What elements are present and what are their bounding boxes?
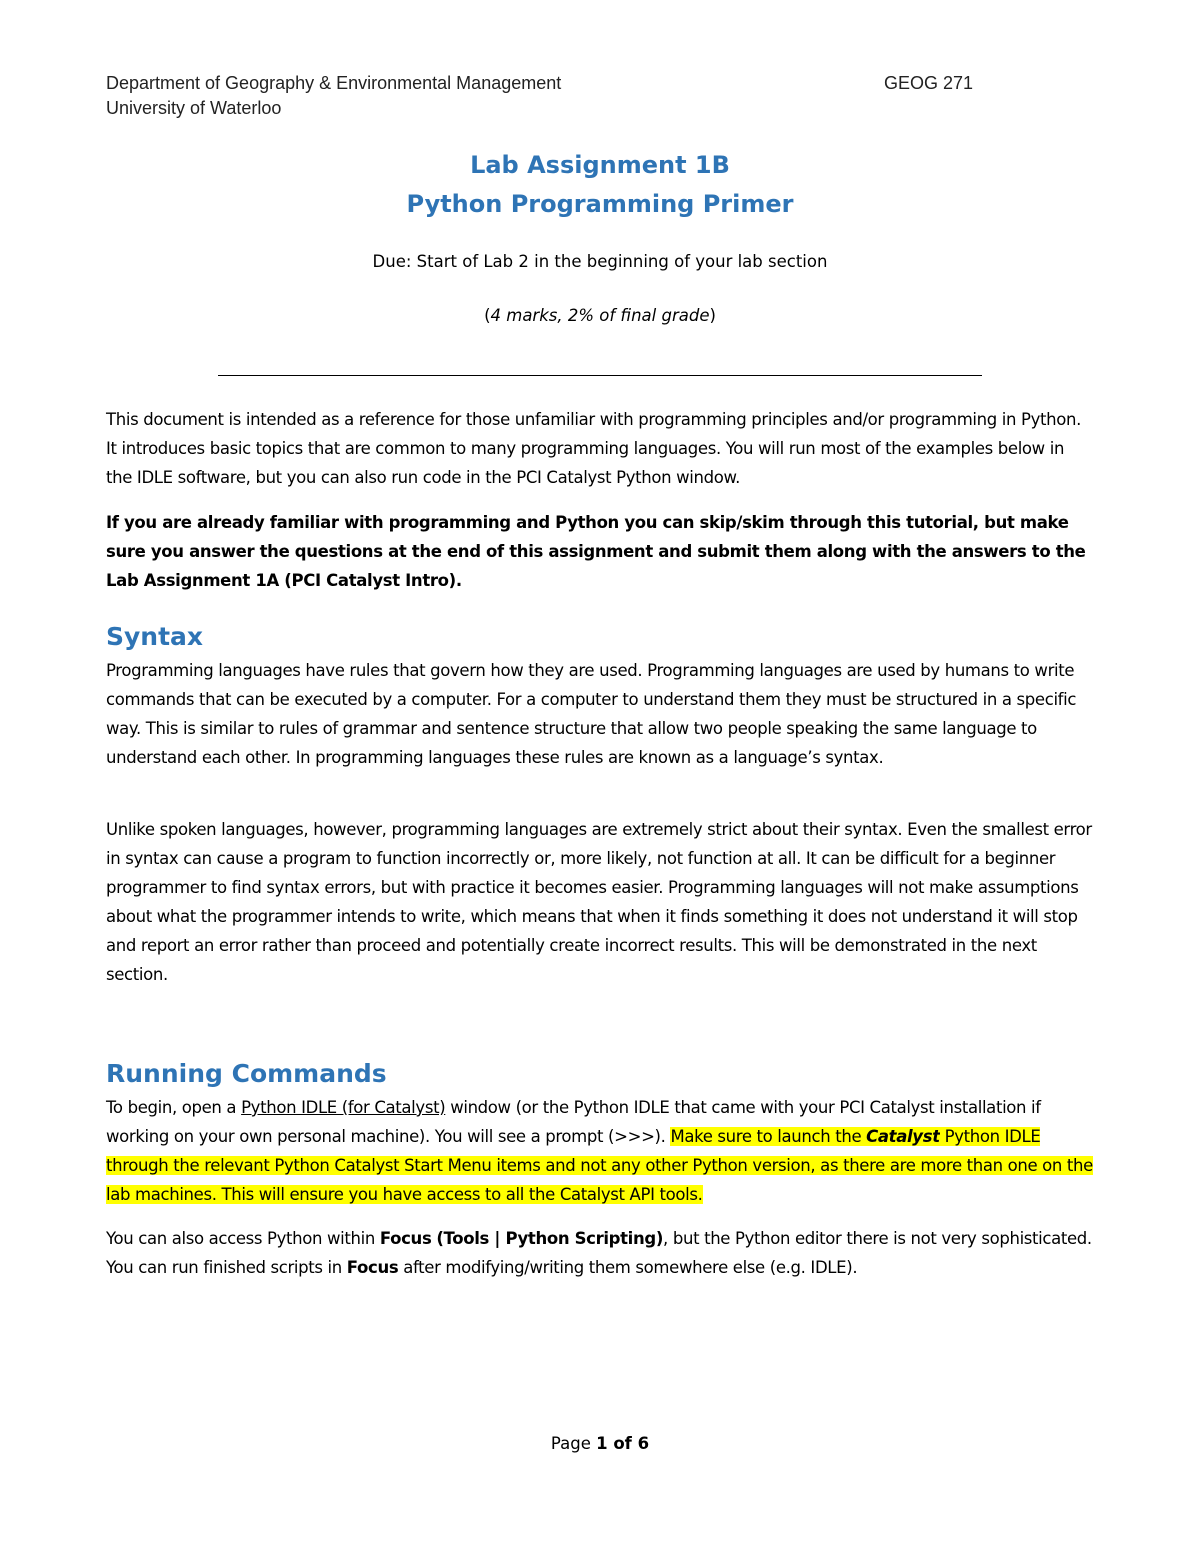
due-text: Start of Lab 2 in the beginning of your lab section (411, 252, 828, 271)
horizontal-divider (218, 375, 982, 376)
running-commands-heading: Running Commands (106, 1059, 387, 1088)
marks-close-paren: ) (709, 306, 716, 325)
footer-of-word: of (607, 1434, 638, 1453)
due-label: Due: (372, 252, 412, 271)
header-department: Department of Geography & Environmental Management (106, 73, 562, 93)
focus-term-1: Focus (379, 1229, 432, 1248)
focus-term-2: Focus (346, 1258, 399, 1277)
highlight-launch-b: Python IDLE through the relevant Python Catalyst Start Menu items and not any other Python version, as there are more than one on the lab machines. This will ensure you have access to all the Catalyst API tools. (106, 1127, 1093, 1204)
header-university: University of Waterloo (106, 98, 282, 118)
page-footer (106, 1432, 1094, 1456)
document-title: Lab Assignment 1B (470, 151, 730, 179)
python-idle-link[interactable]: Python IDLE (for Catalyst) (241, 1098, 446, 1117)
running-p2-a: You can also access Python within (106, 1229, 380, 1248)
marks-text: 4 marks, 2% of final grade (490, 306, 710, 325)
syntax-heading: Syntax (106, 622, 204, 651)
footer-page-number: 1 (596, 1434, 608, 1453)
marks-open-paren: ( (484, 306, 491, 325)
running-p1-middle: window (or the Python IDLE that came with your PCI Catalyst installation if working on your own personal machine). You will see a prompt (>>>). (106, 1098, 1041, 1146)
running-p2-c: , but the Python editor there is not very sophisticated. You can run finished scripts in (106, 1229, 1092, 1277)
header-course-code: GEOG 271 (884, 73, 974, 93)
syntax-paragraph-2: Unlike spoken languages, however, programming languages are extremely strict about their syntax. Even the smallest error in syntax can cause a program to function incorrectly or, more likely, not function at all. It can be difficult for a beginner programmer to find syntax errors, but with practice it becomes easier. Programming languages will not make assumptions about what the programmer intends to write, which means that when it finds something it does not understand it will stop and report an error rather than proceed and potentially create incorrect results. This will be demonstrated in the next section. (106, 820, 1092, 984)
marks-line (106, 304, 1094, 328)
document-subtitle: Python Programming Primer (406, 190, 794, 218)
running-p1-intro: To begin, open a (106, 1098, 242, 1117)
tools-menu-path: (Tools | Python Scripting) (436, 1229, 664, 1248)
running-paragraph-2 (106, 1224, 1094, 1282)
intro-paragraph: This document is intended as a reference for those unfamiliar with programming principles and/or programming in Python. It introduces basic topics that are common to many programming languages. You will run most of the examples below in the IDLE software, but you can also run code in the PCI Catalyst Python window. (106, 410, 1082, 487)
syntax-paragraph-1: Programming languages have rules that govern how they are used. Programming languages are used by humans to write commands that can be executed by a computer. For a computer to understand them they must be structured in a specific way. This is similar to rules of grammar and sentence structure that allow two people speaking the same language to understand each other. In programming languages these rules are known as a language’s syntax. (106, 661, 1077, 767)
running-p2-d: after modifying/writing them somewhere else (e.g. IDLE). (398, 1258, 858, 1277)
footer-page-word: Page (550, 1434, 597, 1453)
due-date-line (106, 250, 1094, 274)
footer-page-total: 6 (637, 1434, 650, 1453)
intro-bold-paragraph: If you are already familiar with programming and Python you can skip/skim through this tutorial, but make sure you answer the questions at the end of this assignment and submit them along with the answers to the Lab Assignment 1A (PCI Catalyst Intro). (106, 513, 1086, 590)
running-paragraph-1 (106, 1093, 1094, 1209)
highlight-catalyst-word: Catalyst (866, 1127, 940, 1146)
highlight-launch-a: Make sure to launch the (670, 1127, 867, 1146)
